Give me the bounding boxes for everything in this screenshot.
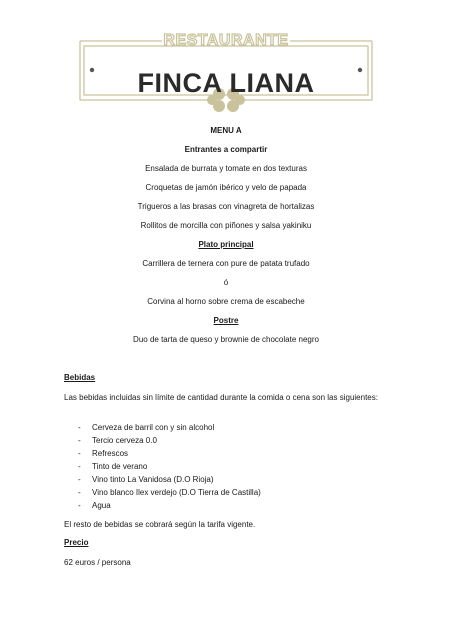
main-course-heading bbox=[0, 240, 452, 250]
menu-title: MENU A bbox=[210, 126, 242, 135]
bullet: - bbox=[78, 488, 81, 497]
starters-heading: Entrantes a compartir bbox=[184, 145, 268, 154]
dessert-heading bbox=[0, 316, 452, 326]
drink-item bbox=[78, 449, 128, 459]
drink-item-label: Vino tinto La Vanidosa (D.O Rioja) bbox=[92, 475, 214, 484]
starter-item: Ensalada de burrata y tomate en dos texturas bbox=[145, 164, 307, 173]
starter-item: Croquetas de jamón ibérico y velo de papada bbox=[145, 183, 307, 192]
drink-item-label: Agua bbox=[92, 501, 111, 510]
main-or: ó bbox=[223, 278, 229, 287]
main-option: Carrillera de ternera con pure de patata trufado bbox=[142, 259, 310, 268]
bullet: - bbox=[78, 475, 81, 484]
drink-item bbox=[78, 423, 214, 433]
price-heading: Precio bbox=[64, 538, 89, 547]
bullet: - bbox=[78, 423, 81, 432]
drink-item-label: Vino blanco Ilex verdejo (D.O Tierra de Castilla) bbox=[92, 488, 261, 497]
drink-item-label: Refrescos bbox=[92, 449, 129, 458]
drinks-intro: Las bebidas incluidas sin límite de cantidad durante la comida o cena son las siguientes: bbox=[64, 393, 378, 402]
drink-item bbox=[78, 501, 111, 511]
bullet: - bbox=[78, 436, 81, 445]
drink-item-label: Cerveza de barril con y sin alcohol bbox=[92, 423, 215, 432]
bullet: - bbox=[78, 449, 81, 458]
main-option: Corvina al horno sobre crema de escabeche bbox=[147, 297, 305, 306]
logo-top-text: RESTAURANTE bbox=[163, 32, 289, 49]
drink-item-label: Tercio cerveza 0.0 bbox=[92, 436, 157, 445]
drink-item bbox=[78, 462, 147, 472]
drinks-heading: Bebidas bbox=[64, 373, 96, 382]
drink-item-label: Tinto de verano bbox=[92, 462, 148, 471]
drinks-note: El resto de bebidas se cobrará según la tarifa vigente. bbox=[64, 520, 256, 529]
drink-item bbox=[78, 436, 157, 446]
starter-item: Rollitos de morcilla con piñones y salsa yakiniku bbox=[140, 221, 312, 230]
bullet: - bbox=[78, 501, 81, 510]
restaurant-logo bbox=[78, 30, 374, 118]
price-value: 62 euros / persona bbox=[64, 558, 131, 567]
starter-item: Trigueros a las brasas con vinagreta de hortalizas bbox=[137, 202, 315, 211]
bullet: - bbox=[78, 462, 81, 471]
drink-item bbox=[78, 488, 261, 498]
dessert-item: Duo de tarta de queso y brownie de chocolate negro bbox=[133, 335, 319, 344]
dessert-heading-text: Postre bbox=[213, 316, 239, 325]
main-course-heading-text: Plato principal bbox=[198, 240, 254, 249]
logo-main-text: FINCA LIANA bbox=[137, 68, 315, 98]
drink-item bbox=[78, 475, 214, 485]
